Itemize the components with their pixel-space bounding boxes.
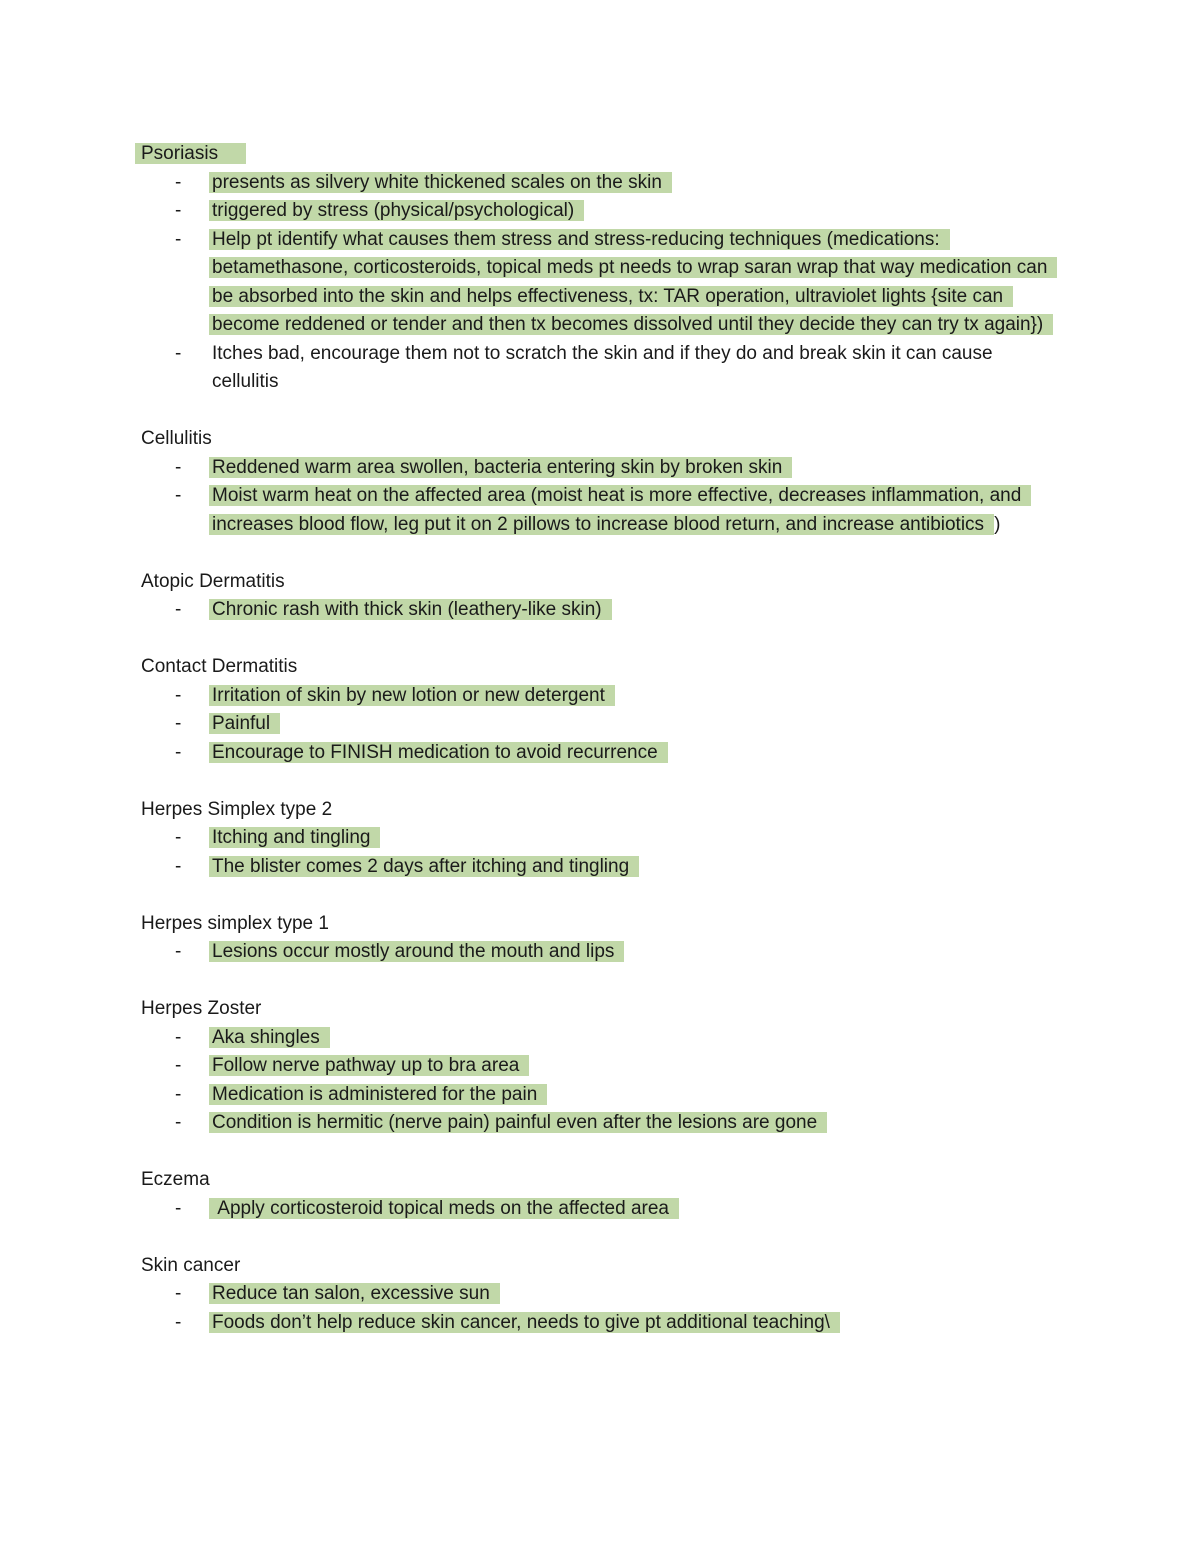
section-heading: Eczema: [141, 1169, 210, 1190]
list-item: - Chronic rash with thick skin (leathery-like skin): [141, 596, 1061, 625]
bullet-list: [141, 454, 1061, 540]
dash-bullet: -: [175, 713, 182, 734]
dash-bullet: -: [175, 1026, 182, 1048]
list-item: - Condition is hermitic (nerve pain) painful even after the lesions are gone: [141, 1109, 1061, 1138]
section-atopic-dermatitis: [141, 568, 1061, 625]
section-heading: Herpes simplex type 1: [141, 912, 329, 934]
dash-bullet: -: [175, 1112, 182, 1133]
list-item: - Irritation of skin by new lotion or new detergent: [141, 682, 1061, 711]
dash-bullet: -: [175, 456, 182, 478]
bullet-list: [141, 938, 1061, 967]
section-contact-dermatitis: [141, 653, 1061, 767]
document-page: [141, 140, 1061, 1366]
bullet-list: [141, 1024, 1061, 1138]
bullet-list: [141, 596, 1061, 625]
list-item: - Lesions occur mostly around the mouth and lips: [141, 938, 1061, 967]
bullet-list: [141, 1280, 1061, 1337]
dash-bullet: -: [175, 171, 182, 193]
dash-bullet: -: [175, 599, 182, 620]
section-heading: Contact Dermatitis: [141, 656, 298, 677]
list-item: - triggered by stress (physical/psychological): [141, 197, 1061, 226]
dash-bullet: -: [175, 941, 182, 962]
section-cellulitis: [141, 425, 1061, 539]
section-heading: Psoriasis: [141, 140, 1061, 169]
dash-bullet: -: [175, 485, 182, 506]
list-item: - Foods don’t help reduce skin cancer, needs to give pt additional teaching\: [141, 1309, 1061, 1338]
list-item: - Reddened warm area swollen, bacteria entering skin by broken skin: [141, 454, 1061, 483]
list-item: - Painful: [141, 710, 1061, 739]
list-item: - Reduce tan salon, excessive sun: [141, 1280, 1061, 1309]
list-item: - Encourage to FINISH medication to avoid recurrence: [141, 739, 1061, 768]
section-heading: Atopic Dermatitis: [141, 570, 285, 592]
dash-bullet: -: [175, 1311, 182, 1333]
list-item: - Itching and tingling: [141, 824, 1061, 853]
section-heading: Herpes Zoster: [141, 998, 262, 1019]
list-item: - Moist warm heat on the affected area (moist heat is more effective, decreases inflammation, and increases blood flow, leg put it on 2 pillows to increase blood return, and increase antibiotics ): [141, 482, 1061, 539]
dash-bullet: -: [175, 1083, 182, 1105]
list-item: - Itches bad, encourage them not to scratch the skin and if they do and break skin it can cause cellulitis: [141, 340, 1061, 397]
dash-bullet: -: [175, 228, 182, 250]
section-heading: Skin cancer: [141, 1254, 241, 1276]
section-skin-cancer: [141, 1252, 1061, 1338]
section-herpes-simplex-type-2: [141, 796, 1061, 882]
dash-bullet: -: [175, 684, 182, 706]
bullet-list: [141, 682, 1061, 768]
list-item: - Medication is administered for the pain: [141, 1081, 1061, 1110]
list-item: - presents as silvery white thickened scales on the skin: [141, 169, 1061, 198]
bullet-list: [141, 824, 1061, 881]
dash-bullet: -: [175, 200, 182, 221]
list-item: - Follow nerve pathway up to bra area: [141, 1052, 1061, 1081]
section-herpes-zoster: [141, 995, 1061, 1138]
dash-bullet: -: [175, 741, 182, 763]
dash-bullet: -: [175, 342, 182, 364]
bullet-list: [141, 1195, 1061, 1224]
list-item: - Apply corticosteroid topical meds on the affected area: [141, 1195, 1061, 1224]
dash-bullet: -: [175, 1055, 182, 1076]
dash-bullet: -: [175, 827, 182, 848]
section-herpes-simplex-type-1: [141, 910, 1061, 967]
dash-bullet: -: [175, 855, 182, 877]
list-item: - Help pt identify what causes them stress and stress-reducing techniques (medications: betamethasone, corticosteroids, topical meds pt needs to wrap saran wrap that way medication can be absorbed into the skin and helps effectiveness, tx: TAR operation, ultraviolet lights {site can become reddened or tender and then tx becomes dissolved until they decide they can try tx again}): [141, 226, 1061, 340]
list-item: - The blister comes 2 days after itching and tingling: [141, 853, 1061, 882]
dash-bullet: -: [175, 1197, 182, 1219]
section-eczema: [141, 1166, 1061, 1223]
bullet-list: [141, 169, 1061, 397]
section-psoriasis: [141, 140, 1061, 397]
section-heading: Herpes Simplex type 2: [141, 798, 333, 820]
dash-bullet: -: [175, 1283, 182, 1304]
section-heading: Cellulitis: [141, 428, 212, 449]
list-item: - Aka shingles: [141, 1024, 1061, 1053]
